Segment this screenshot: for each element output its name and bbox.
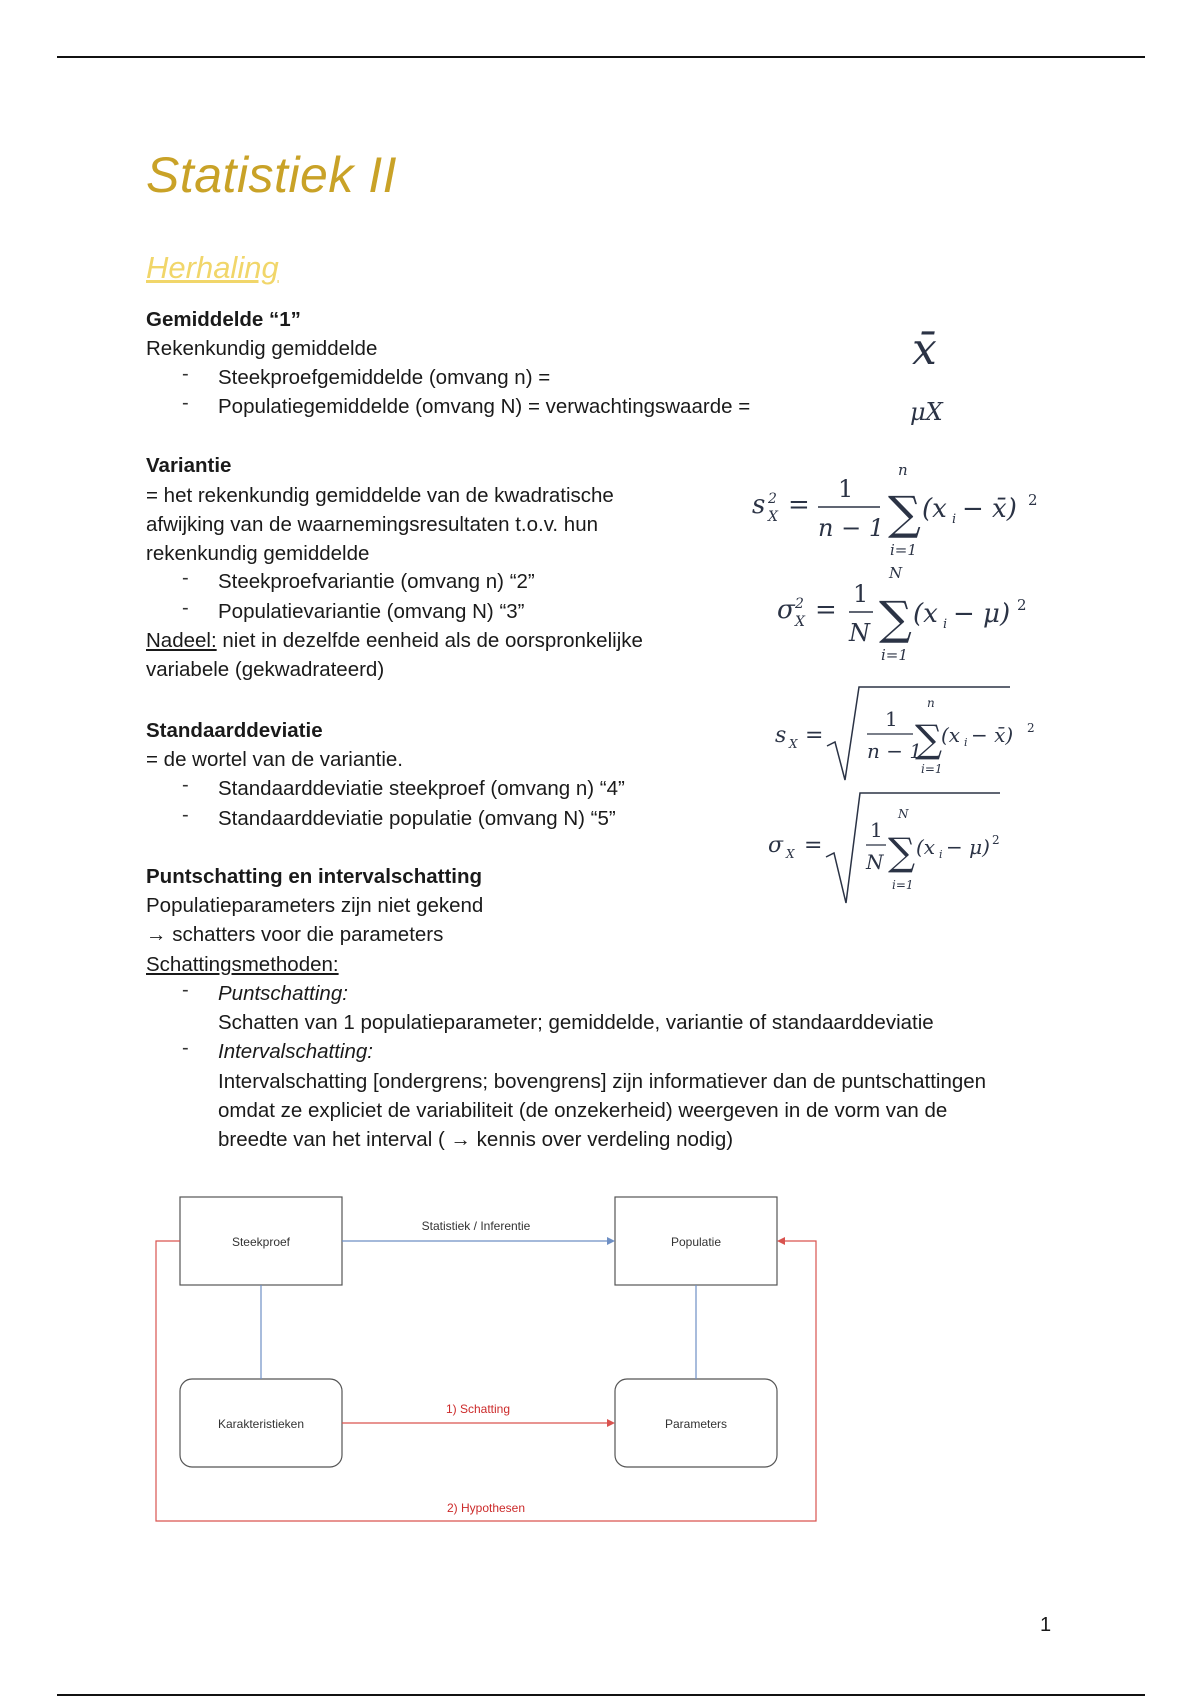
variantie-line-3: rekenkundig gemiddelde	[146, 542, 370, 565]
formula-sample-variance	[740, 455, 1060, 570]
schatting-line-1: Populatieparameters zijn niet gekend	[146, 894, 484, 917]
estimation-diagram	[150, 1185, 830, 1530]
standaarddeviatie-title: Standaarddeviatie	[146, 719, 323, 742]
svg-text:− x̄): − x̄)	[971, 723, 1014, 747]
bullet-dash: -	[182, 597, 189, 619]
svg-text:X: X	[789, 737, 798, 751]
sample-mean-symbol: x̄	[912, 324, 937, 375]
svg-text:2: 2	[795, 596, 804, 612]
svg-text:=: =	[804, 833, 823, 858]
gemiddelde-bullet-2: Populatiegemiddelde (omvang N) = verwachtingswaarde =	[218, 395, 751, 418]
svg-text:1: 1	[853, 580, 869, 608]
document-title: Statistiek II	[146, 147, 398, 203]
method-intervalschatting-desc-3: breedte van het interval ( → kennis over verdeling nodig)	[218, 1128, 734, 1151]
edge-hypothesen-label: 2) Hypothesen	[446, 1501, 526, 1515]
standaarddeviatie-line: = de wortel van de variantie.	[146, 748, 403, 771]
svg-text:X: X	[786, 847, 795, 861]
svg-text:N: N	[898, 807, 909, 821]
schatting-line-2: → schatters voor die parameters	[146, 923, 444, 946]
svg-text:(x: (x	[916, 835, 936, 859]
svg-text:2: 2	[1028, 491, 1038, 509]
variantie-line-1: = het rekenkundig gemiddelde van de kwadratische	[146, 484, 614, 507]
page-number: 1	[1040, 1614, 1052, 1636]
svg-text:2: 2	[1017, 596, 1027, 614]
formula-population-stddev	[760, 785, 1060, 910]
svg-text:(x: (x	[941, 723, 961, 747]
svg-text:∑: ∑	[879, 591, 912, 645]
svg-text:− μ): − μ)	[946, 835, 990, 859]
node-steekproef-label: Steekproef	[231, 1235, 291, 1249]
gemiddelde-bullet-1: Steekproefgemiddelde (omvang n) =	[218, 366, 551, 389]
svg-text:N: N	[849, 619, 870, 647]
bullet-dash: -	[182, 979, 189, 1001]
svg-text:s: s	[752, 490, 766, 520]
svg-text:1: 1	[870, 818, 883, 842]
svg-text:− μ): − μ)	[953, 599, 1011, 629]
nadeel-line-2: variabele (gekwadrateerd)	[146, 658, 385, 681]
nadeel-line	[146, 626, 643, 655]
method-puntschatting-name: Puntschatting:	[218, 982, 348, 1005]
svg-text:1: 1	[885, 707, 898, 731]
node-karakteristieken-label: Karakteristieken	[217, 1417, 305, 1431]
standaarddeviatie-bullet-2: Standaarddeviatie populatie (omvang N) “5”	[218, 807, 616, 830]
svg-text:i=1: i=1	[892, 878, 914, 892]
svg-text:=: =	[788, 490, 810, 520]
svg-text:(x: (x	[922, 494, 947, 524]
svg-text:(x: (x	[913, 599, 938, 629]
svg-text:n − 1: n − 1	[818, 514, 885, 542]
svg-text:n: n	[898, 461, 908, 479]
edge-schatting-label: 1) Schatting	[445, 1402, 511, 1416]
svg-text:i: i	[952, 512, 957, 527]
svg-text:∑: ∑	[888, 486, 921, 540]
variantie-title: Variantie	[146, 454, 232, 477]
footer-rule	[57, 1694, 1145, 1696]
svg-text:i: i	[939, 848, 943, 861]
method-intervalschatting-name: Intervalschatting:	[218, 1040, 373, 1063]
method-intervalschatting-desc-2: omdat ze expliciet de variabiliteit (de onzekerheid) weergeven in de vorm van de	[218, 1099, 948, 1122]
variantie-line-2: afwijking van de waarnemingsresultaten t.o.v. hun	[146, 513, 599, 536]
node-populatie-label: Populatie	[670, 1235, 722, 1249]
standaarddeviatie-bullet-1: Standaarddeviatie steekproef (omvang n) “4”	[218, 777, 625, 800]
svg-text:i=1: i=1	[881, 646, 908, 664]
svg-text:i=1: i=1	[890, 541, 917, 559]
gemiddelde-subtitle: Rekenkundig gemiddelde	[146, 337, 378, 360]
formula-population-variance	[765, 560, 1055, 665]
svg-text:N: N	[889, 564, 903, 582]
header-rule	[57, 56, 1145, 58]
svg-text:σ: σ	[777, 595, 795, 625]
svg-text:σ: σ	[768, 833, 784, 858]
bullet-dash: -	[182, 567, 189, 589]
schatting-title: Puntschatting en intervalschatting	[146, 865, 483, 888]
svg-text:1: 1	[838, 475, 854, 503]
nadeel-text: niet in dezelfde eenheid als de oorspronkelijke	[216, 629, 643, 652]
svg-text:i: i	[964, 736, 968, 749]
population-mean-symbol: μX	[910, 398, 943, 426]
svg-text:∑: ∑	[915, 717, 943, 761]
bullet-dash: -	[182, 363, 189, 385]
method-intervalschatting-desc-1: Intervalschatting [ondergrens; bovengrens] zijn informatiever dan de puntschattingen	[218, 1070, 987, 1093]
svg-text:s: s	[775, 723, 787, 748]
svg-text:n − 1: n − 1	[867, 739, 923, 763]
schattingsmethoden-label: Schattingsmethoden:	[146, 953, 339, 976]
svg-text:n: n	[927, 696, 935, 710]
node-parameters-label: Parameters	[664, 1417, 728, 1431]
variantie-bullet-2: Populatievariantie (omvang N) “3”	[218, 600, 525, 623]
nadeel-label: Nadeel:	[146, 629, 217, 652]
formula-sample-stddev	[765, 680, 1065, 785]
bullet-dash: -	[182, 1037, 189, 1059]
svg-text:=: =	[805, 723, 824, 748]
variantie-bullet-1: Steekproefvariantie (omvang n) “2”	[218, 570, 535, 593]
section-heading: Herhaling	[146, 250, 279, 285]
svg-text:i: i	[943, 617, 948, 632]
gemiddelde-title: Gemiddelde “1”	[146, 308, 301, 331]
svg-text:X: X	[768, 509, 778, 525]
svg-text:i=1: i=1	[921, 762, 943, 776]
svg-text:N: N	[866, 850, 884, 874]
bullet-dash: -	[182, 392, 189, 414]
svg-text:∑: ∑	[888, 830, 916, 874]
bullet-dash: -	[182, 804, 189, 826]
svg-text:=: =	[815, 595, 837, 625]
bullet-dash: -	[182, 774, 189, 796]
svg-text:X: X	[795, 614, 805, 630]
method-puntschatting-desc: Schatten van 1 populatieparameter; gemiddelde, variantie of standaarddeviatie	[218, 1011, 934, 1034]
svg-text:2: 2	[1027, 721, 1035, 735]
edge-inferentie-label: Statistiek / Inferentie	[421, 1219, 531, 1233]
svg-text:2: 2	[992, 833, 1000, 847]
svg-text:2: 2	[768, 491, 777, 507]
svg-text:− x̄): − x̄)	[962, 494, 1017, 524]
